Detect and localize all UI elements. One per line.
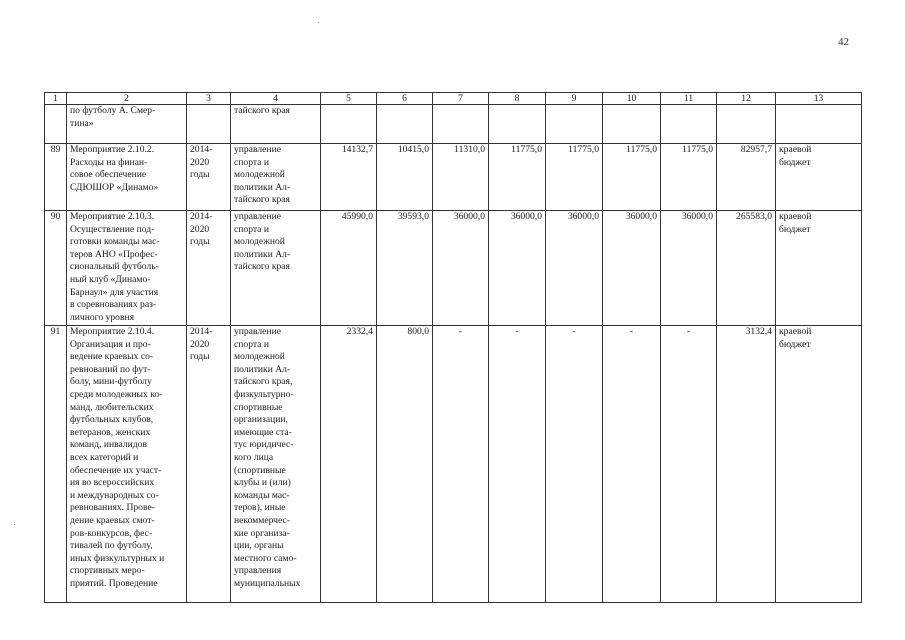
column-number: 7 (433, 93, 489, 105)
column-number: 3 (187, 93, 231, 105)
value-2019: - (603, 326, 661, 603)
budget-table (44, 92, 862, 603)
value-2019: 36000,0 (603, 211, 661, 326)
value-2016 (433, 105, 489, 144)
row-number: 91 (45, 326, 67, 603)
value-2017: 36000,0 (489, 211, 546, 326)
value-2018: 36000,0 (546, 211, 603, 326)
measure-name-text: Мероприятие 2.10.4. Организация и про- ведение краевых со- ревнований по фут- болу, мини-футболу среди молодежных ко- манд, любительских футбольных клубов, ветеранов, женских команд, инвалидов всех категорий и обеспечение их участ- ия во всероссийских и международных со- ревнованиях. Прове- дение краевых смот- ров-конкурсов, фес- тивалей по футболу, иных физкультурных и спортивных меро- приятий. Проведение (70, 326, 165, 589)
column-number: 1 (45, 93, 67, 105)
funding-source (776, 144, 862, 211)
column-number: 9 (546, 93, 603, 105)
scan-speck (14, 524, 15, 525)
column-number: 6 (377, 93, 433, 105)
value-2015: 10415,0 (377, 144, 433, 211)
page-number: 42 (838, 36, 849, 48)
value-total: 82957,7 (717, 144, 776, 211)
period (187, 144, 231, 211)
period-text: 2014- 2020 годы (190, 144, 213, 181)
executor (231, 211, 321, 326)
column-number-row (45, 93, 862, 105)
column-number: 5 (321, 93, 377, 105)
measure-name-text: Мероприятие 2.10.3. Осуществление под- готовки команды мас- теров АНО «Профес- сиональный футболь- ный клуб «Динамо- Барнаул» для участия в соревнованиях раз- личного уровня (70, 211, 160, 323)
value-2016: - (433, 326, 489, 603)
funding-source (776, 105, 862, 144)
executor (231, 144, 321, 211)
value-2016: 11310,0 (433, 144, 489, 211)
value-2020 (661, 105, 717, 144)
funding-source-text: краевой бюджет (779, 211, 812, 235)
value-2018: 11775,0 (546, 144, 603, 211)
row-number: 89 (45, 144, 67, 211)
executor-text: управление спорта и молодежной политики Ал- тайского края (234, 211, 291, 273)
period-text: 2014- 2020 годы (190, 326, 213, 363)
measure-name (67, 105, 187, 144)
value-2019 (603, 105, 661, 144)
value-2015 (377, 105, 433, 144)
period (187, 326, 231, 603)
value-total (717, 105, 776, 144)
period (187, 105, 231, 144)
table-row (45, 105, 862, 144)
column-number: 8 (489, 93, 546, 105)
table-row (45, 211, 862, 326)
funding-source-text: краевой бюджет (779, 144, 812, 168)
value-2019: 11775,0 (603, 144, 661, 211)
value-2020: 11775,0 (661, 144, 717, 211)
value-2020: 36000,0 (661, 211, 717, 326)
executor-text: тайского края (234, 105, 290, 116)
table-row (45, 326, 862, 603)
value-2017: 11775,0 (489, 144, 546, 211)
column-number: 2 (67, 93, 187, 105)
executor-text: управление спорта и молодежной политики Ал- тайского края, физкультурно- спортивные организации, имеющие ста- тус юридичес- кого лица (спортивные клубы и (или) команды мас- теров), иные некоммерчес- кие организа- ции, органы местного само- управления муниципальных (234, 326, 301, 589)
value-total: 3132,4 (717, 326, 776, 603)
measure-name (67, 326, 187, 603)
measure-name-text: по футболу А. Смер- тина» (70, 105, 156, 129)
value-2017 (489, 105, 546, 144)
row-number (45, 105, 67, 144)
period-text: 2014- 2020 годы (190, 211, 213, 248)
value-2017: - (489, 326, 546, 603)
measure-name-text: Мероприятие 2.10.2. Расходы на финан- совое обеспечение СДЮШОР «Динамо» (70, 144, 159, 193)
executor (231, 105, 321, 144)
measure-name (67, 211, 187, 326)
value-2014: 2332,4 (321, 326, 377, 603)
value-2014 (321, 105, 377, 144)
scan-speck (318, 22, 319, 23)
column-number: 10 (603, 93, 661, 105)
funding-source-text: краевой бюджет (779, 326, 812, 350)
value-total: 265583,0 (717, 211, 776, 326)
funding-source (776, 211, 862, 326)
column-number: 4 (231, 93, 321, 105)
value-2016: 36000,0 (433, 211, 489, 326)
value-2014: 45990,0 (321, 211, 377, 326)
value-2015: 800,0 (377, 326, 433, 603)
period (187, 211, 231, 326)
value-2015: 39593,0 (377, 211, 433, 326)
executor (231, 326, 321, 603)
value-2018: - (546, 326, 603, 603)
value-2020: - (661, 326, 717, 603)
column-number: 11 (661, 93, 717, 105)
row-number: 90 (45, 211, 67, 326)
measure-name (67, 144, 187, 211)
value-2018 (546, 105, 603, 144)
table-row (45, 144, 862, 211)
column-number: 13 (776, 93, 862, 105)
executor-text: управление спорта и молодежной политики Ал- тайского края (234, 144, 291, 206)
column-number: 12 (717, 93, 776, 105)
funding-source (776, 326, 862, 603)
value-2014: 14132,7 (321, 144, 377, 211)
